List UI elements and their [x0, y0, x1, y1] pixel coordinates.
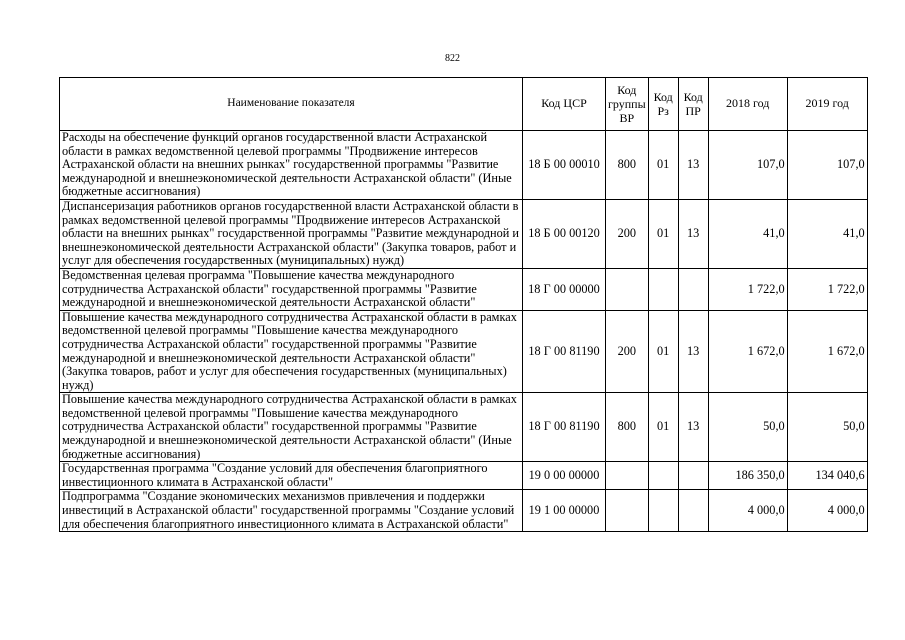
row-pr: 13: [678, 199, 708, 268]
table-row: [60, 199, 868, 268]
row-csr: 18 Б 00 00120: [523, 199, 606, 268]
row-csr: 19 0 00 00000: [523, 462, 606, 490]
row-vr: [606, 268, 649, 310]
row-csr: 19 1 00 00000: [523, 490, 606, 532]
row-2019: 134 040,6: [787, 462, 867, 490]
table-row: [60, 490, 868, 532]
table-row: [60, 462, 868, 490]
row-2019: 1 722,0: [787, 268, 867, 310]
row-name: Ведомственная целевая программа "Повышение качества международного сотрудничества Астраханской области" государственной программы "Развитие международной и внешнеэкономической деятельности Астраханской области": [60, 268, 523, 310]
row-2018: 186 350,0: [708, 462, 787, 490]
table-row: [60, 393, 868, 462]
row-vr: 800: [606, 131, 649, 200]
row-csr: 18 Г 00 00000: [523, 268, 606, 310]
header-csr: Код ЦСР: [523, 78, 606, 131]
row-2019: 1 672,0: [787, 310, 867, 393]
header-rz: Код Рз: [648, 78, 678, 131]
row-vr: 200: [606, 310, 649, 393]
row-2018: 41,0: [708, 199, 787, 268]
row-2019: 50,0: [787, 393, 867, 462]
row-pr: [678, 462, 708, 490]
row-2019: 41,0: [787, 199, 867, 268]
header-2018: 2018 год: [708, 78, 787, 131]
row-rz: 01: [648, 131, 678, 200]
row-2019: 107,0: [787, 131, 867, 200]
row-vr: 200: [606, 199, 649, 268]
row-pr: [678, 268, 708, 310]
row-name: Повышение качества международного сотрудничества Астраханской области в рамках ведомственной целевой программы "Повышение качества международного сотрудничества Астраханской области" государственной программы "Развитие международной и внешнеэкономической деятельности Астраханской области" (Иные бюджетные ассигнования): [60, 393, 523, 462]
row-2018: 1 722,0: [708, 268, 787, 310]
row-name: Расходы на обеспечение функций органов государственной власти Астраханской области в рамках ведомственной целевой программы "Продвижение интересов Астраханской области на внешних рынках" государственной программы "Развитие международной и внешнеэкономической деятельности Астраханской области" (Иные бюджетные ассигнования): [60, 131, 523, 200]
row-name: Повышение качества международного сотрудничества Астраханской области в рамках ведомственной целевой программы "Повышение качества международного сотрудничества Астраханской области" государственной программы "Развитие международной и внешнеэкономической деятельности Астраханской области" (Закупка товаров, работ и услуг для обеспечения государственных (муниципальных) нужд): [60, 310, 523, 393]
row-rz: 01: [648, 199, 678, 268]
row-csr: 18 Г 00 81190: [523, 393, 606, 462]
page-number: 822: [445, 53, 460, 64]
table-row: [60, 131, 868, 200]
header-name: Наименование показателя: [60, 78, 523, 131]
row-rz: 01: [648, 393, 678, 462]
row-2018: 1 672,0: [708, 310, 787, 393]
row-name: Подпрограмма "Создание экономических механизмов привлечения и поддержки инвестиций в Астраханской области" государственной программы "Создание условий для обеспечения благоприятного инвестиционного климата в Астраханской области": [60, 490, 523, 532]
row-2019: 4 000,0: [787, 490, 867, 532]
row-name: Диспансеризация работников органов государственной власти Астраханской области в рамках ведомственной целевой программы "Продвижение интересов Астраханской области на внешних рынках" государственной программы "Развитие международной и внешнеэкономической деятельности Астраханской области" (Закупка товаров, работ и услуг для обеспечения государственных (муниципальных) нужд): [60, 199, 523, 268]
header-pr: Код ПР: [678, 78, 708, 131]
header-2019: 2019 год: [787, 78, 867, 131]
row-2018: 107,0: [708, 131, 787, 200]
row-vr: [606, 490, 649, 532]
row-csr: 18 Б 00 00010: [523, 131, 606, 200]
row-pr: 13: [678, 393, 708, 462]
row-rz: [648, 462, 678, 490]
row-pr: 13: [678, 131, 708, 200]
row-name: Государственная программа "Создание условий для обеспечения благоприятного инвестиционного климата в Астраханской области": [60, 462, 523, 490]
row-rz: [648, 268, 678, 310]
row-rz: [648, 490, 678, 532]
row-vr: [606, 462, 649, 490]
row-pr: 13: [678, 310, 708, 393]
row-pr: [678, 490, 708, 532]
row-2018: 50,0: [708, 393, 787, 462]
row-vr: 800: [606, 393, 649, 462]
header-vr: Код группы ВР: [606, 78, 649, 131]
table-row: [60, 310, 868, 393]
row-csr: 18 Г 00 81190: [523, 310, 606, 393]
row-2018: 4 000,0: [708, 490, 787, 532]
table-row: [60, 268, 868, 310]
budget-table: [59, 77, 868, 532]
header-row: [60, 78, 868, 131]
row-rz: 01: [648, 310, 678, 393]
